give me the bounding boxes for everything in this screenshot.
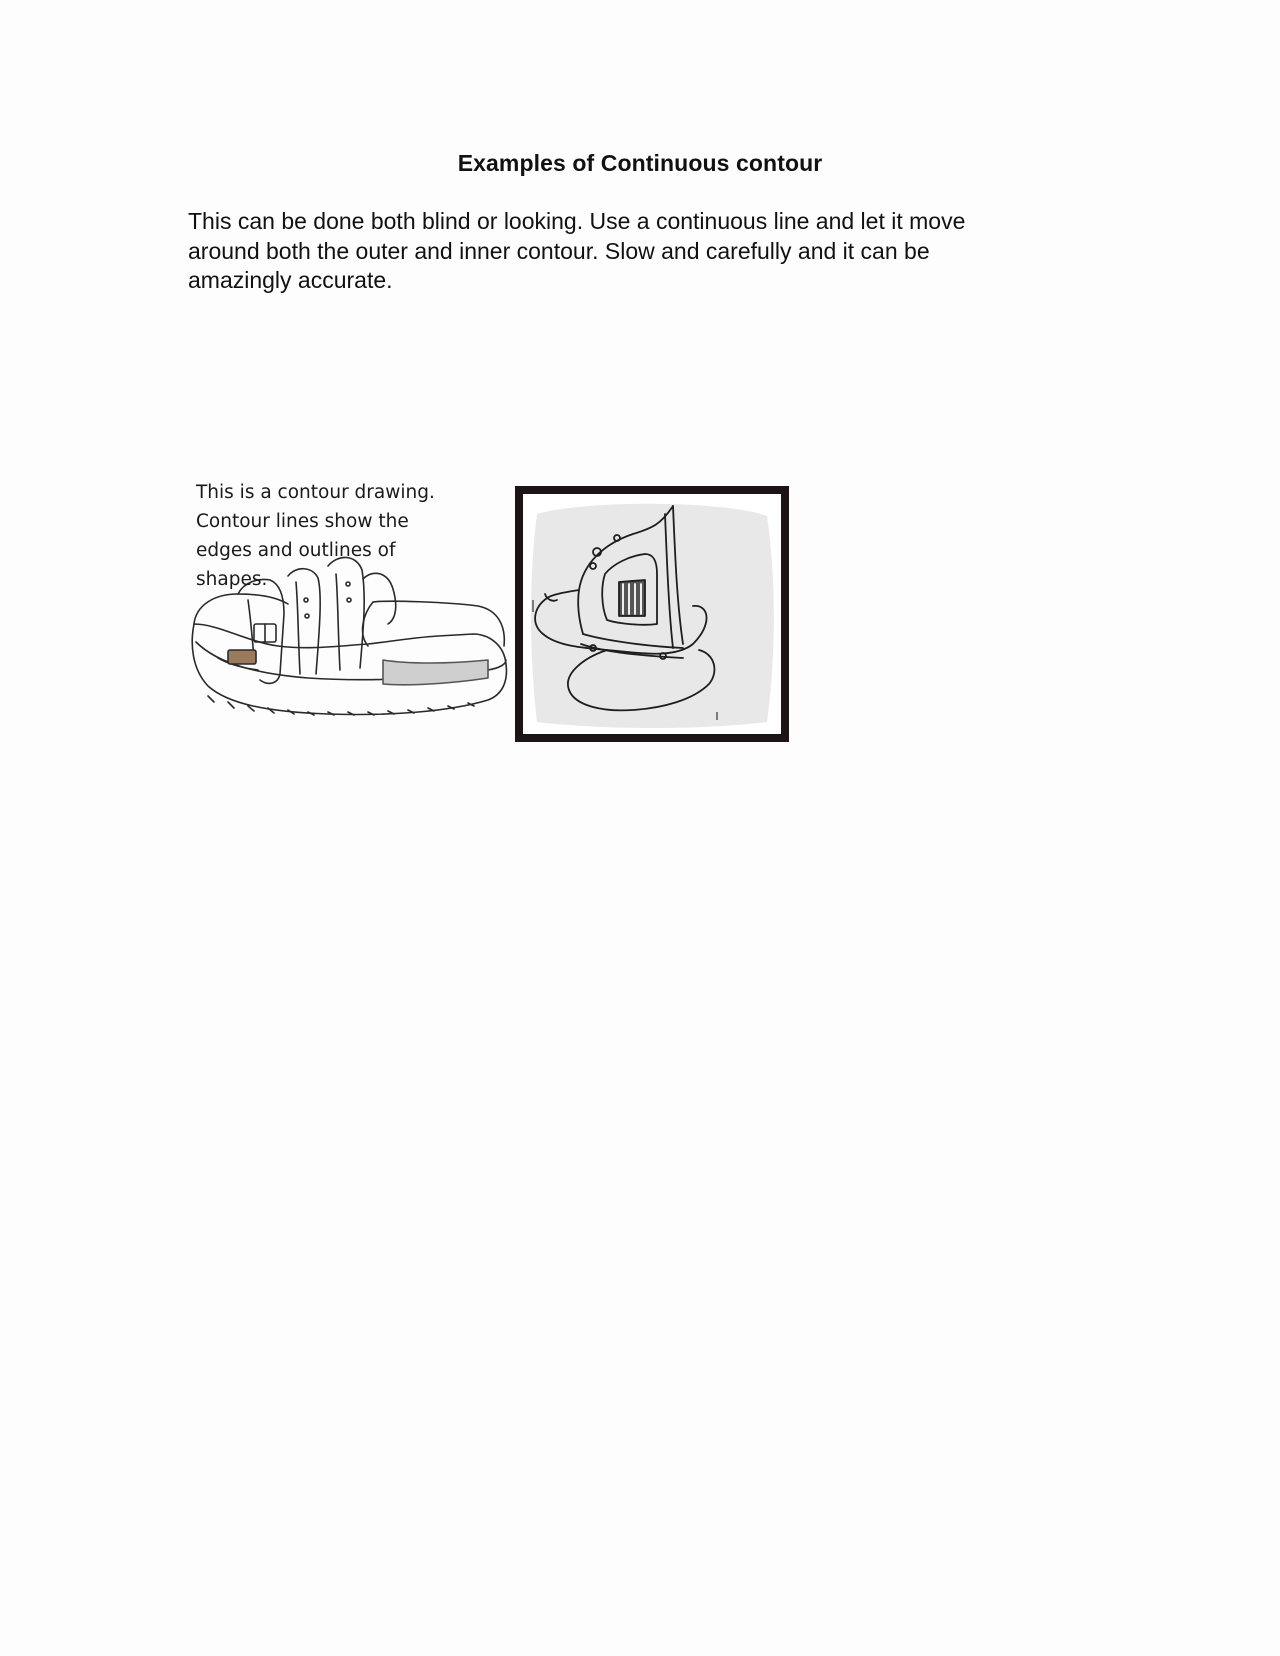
- iron-contour-drawing-icon: [523, 494, 781, 734]
- sandal-drawing-figure: [188, 474, 510, 742]
- page-title: Examples of Continuous contour: [457, 150, 823, 176]
- sandal-caption: This is a contour drawing. Contour lines show the edges and outlines of shapes.: [196, 482, 435, 590]
- iron-drawing-figure: [515, 486, 789, 742]
- body-paragraph: This can be done both blind or looking. Use a continuous line and let it move around both the outer and inner contour. Slow and carefully and it can be amazingly accurate.: [188, 208, 966, 293]
